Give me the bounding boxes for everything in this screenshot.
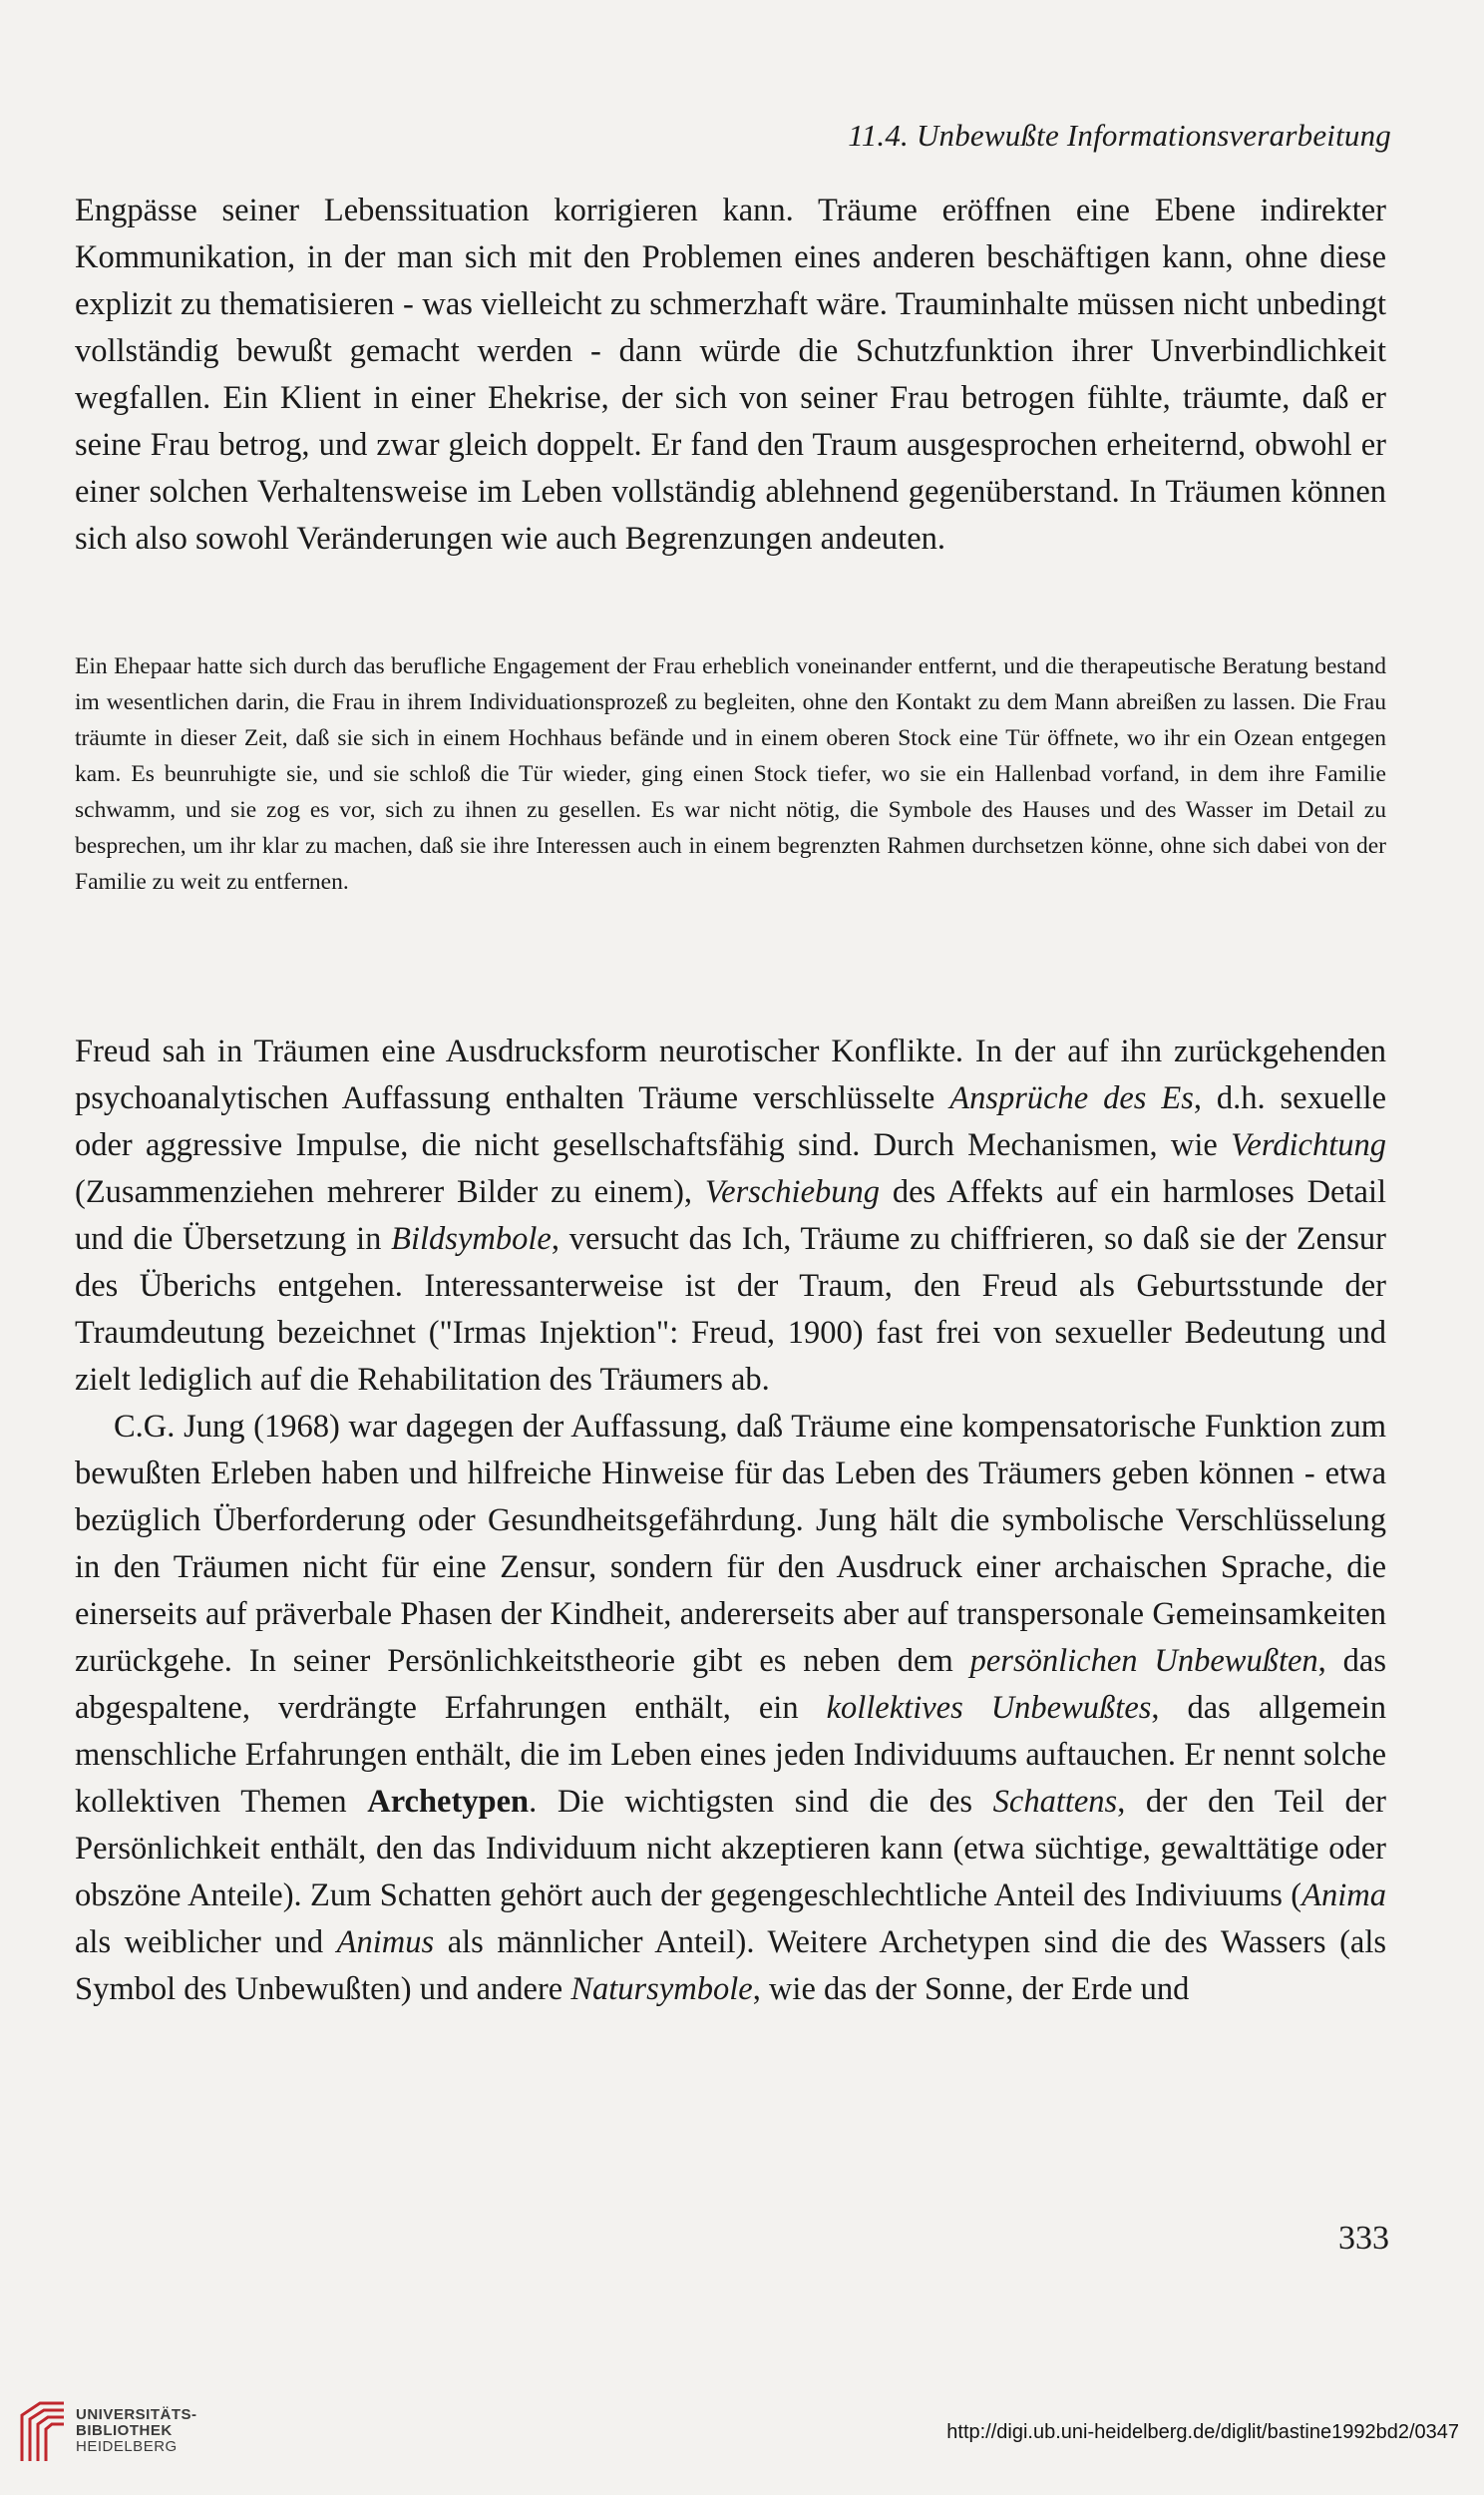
term-ansprueche-des-es: Ansprüche des Es bbox=[949, 1080, 1194, 1116]
library-logo bbox=[18, 2399, 197, 2463]
term-persoenlichen-unbewussten: persönlichen Unbewußten bbox=[969, 1643, 1318, 1679]
paragraph-3: C.G. Jung (1968) war dagegen der Auffassung, daß Träume eine kompensatorische Funktion zum bewußten Erleben haben und hilfreiche Hinweise für das Leben des Träumers geben können - etwa bezüglich Überforderung oder Gesundheitsgefährdung. Jung hält die symbolische Verschlüsselung in den Träumen nicht für eine Zensur, sondern für den Ausdruck einer archaischen Sprache, die einerseits auf präverbale Phasen der Kindheit, andererseits aber auf transpersonale Gemeinsamkeiten zurückgehe. In seiner Persönlichkeitstheorie gibt es neben dem persönlichen Unbewußten, das abgespaltene, verdrängte Erfahrungen enthält, ein kollektives Unbewußtes, das allgemein menschliche Erfahrungen enthält, die im Leben eines jeden Individuums auftauchen. Er nennt solche kollektiven Themen Archetypen. Die wichtigsten sind die des Schattens, der den Teil der Persönlichkeit enthält, den das Individuum nicht akzeptieren kann (etwa süchtige, gewalttätige oder obszöne Anteile). Zum Schatten gehört auch der gegengeschlechtliche Anteil des Indiviuums (Anima als weiblicher und Animus als männlicher Anteil). Weitere Archetypen sind die des Wassers (als Symbol des Unbewußten) und andere Natursymbole, wie das der Sonne, der Erde und bbox=[75, 1409, 1386, 2007]
source-url[interactable]: http://digi.ub.uni-heidelberg.de/diglit/bastine1992bd2/0347 bbox=[946, 2421, 1459, 2443]
body-text-bottom bbox=[75, 1029, 1386, 2013]
term-schattens: Schattens bbox=[992, 1784, 1118, 1820]
term-anima: Anima bbox=[1301, 1877, 1386, 1913]
term-kollektives-unbewusstes: kollektives Unbewußtes bbox=[826, 1690, 1152, 1726]
term-verschiebung: Verschiebung bbox=[704, 1174, 881, 1210]
paragraph-1: Engpässe seiner Lebenssituation korrigieren kann. Träume eröffnen eine Ebene indirekter Kommunikation, in der man sich mit den Problemen eines anderen beschäftigen kann, ohne diese explizit zu thematisieren - was vielleicht zu schmerzhaft wäre. Trauminhalte müssen nicht unbedingt vollständig bewußt gemacht werden - dann würde die Schutzfunktion ihrer Unverbindlichkeit wegfallen. Ein Klient in einer Ehekrise, der sich von seiner Frau betrogen fühlte, träumte, daß er seine Frau betrog, und zwar gleich doppelt. Er fand den Traum ausgesprochen erheiternd, obwohl er einer solchen Verhaltensweise im Leben vollständig ablehnend gegenüberstand. In Träumen können sich also sowohl Veränderungen wie auch Begrenzungen andeuten. bbox=[75, 193, 1386, 557]
page-number: 333 bbox=[1338, 2220, 1389, 2257]
term-verdichtung: Verdichtung bbox=[1231, 1127, 1386, 1163]
library-logo-icon bbox=[18, 2399, 66, 2463]
term-bildsymbole: Bildsymbole bbox=[391, 1221, 552, 1257]
term-archetypen: Archetypen bbox=[367, 1784, 530, 1820]
term-animus: Animus bbox=[336, 1924, 435, 1960]
case-example bbox=[75, 648, 1386, 900]
body-text-top bbox=[75, 188, 1386, 563]
running-head: 11.4. Unbewußte Informationsverarbeitung bbox=[848, 118, 1391, 153]
term-natursymbole: Natursymbole bbox=[570, 1971, 753, 2007]
case-example-text: Ein Ehepaar hatte sich durch das berufliche Engagement der Frau erheblich voneinander entfernt, und die therapeutische Beratung bestand im wesentlichen darin, die Frau in ihrem Individuationsprozeß zu begleiten, ohne den Kontakt zu dem Mann abreißen zu lassen. Die Frau träumte in dieser Zeit, daß sie sich in einem Hochhaus befände und in einem oberen Stock eine Tür öffnete, wo ihr ein Ozean entgegen kam. Es beunruhigte sie, und sie schloß die Tür wieder, ging einen Stock tiefer, wo sie ein Hallenbad vorfand, in dem ihre Familie schwamm, und sie zog es vor, sich zu ihnen zu gesellen. Es war nicht nötig, die Symbole des Hauses und des Wasser im Detail zu besprechen, um ihr klar zu machen, daß sie ihre Interessen auch in einem begrenzten Rahmen durchsetzen könne, ohne sich dabei von der Familie zu weit zu entfernen. bbox=[75, 653, 1386, 895]
library-logo-text: UNIVERSITÄTS- BIBLIOTHEK HEIDELBERG bbox=[76, 2406, 197, 2455]
paragraph-2: Freud sah in Träumen eine Ausdrucksform neurotischer Konflikte. In der auf ihn zurückgehenden psychoanalytischen Auffassung enthalten Träume verschlüsselte Ansprüche des Es, d.h. sexuelle oder aggressive Impulse, die nicht gesellschaftsfähig sind. Durch Mechanismen, wie Verdichtung (Zusammenziehen mehrerer Bilder zu einem), Verschiebung des Affekts auf ein harmloses Detail und die Übersetzung in Bildsymbole, versucht das Ich, Träume zu chiffrieren, so daß sie der Zensur des Überichs entgehen. Interessanterweise ist der Traum, den Freud als Geburtsstunde der Traumdeutung bezeichnet ("Irmas Injektion": Freud, 1900) fast frei von sexueller Bedeutung und zielt lediglich auf die Rehabilitation des Träumers ab. bbox=[75, 1034, 1386, 1398]
